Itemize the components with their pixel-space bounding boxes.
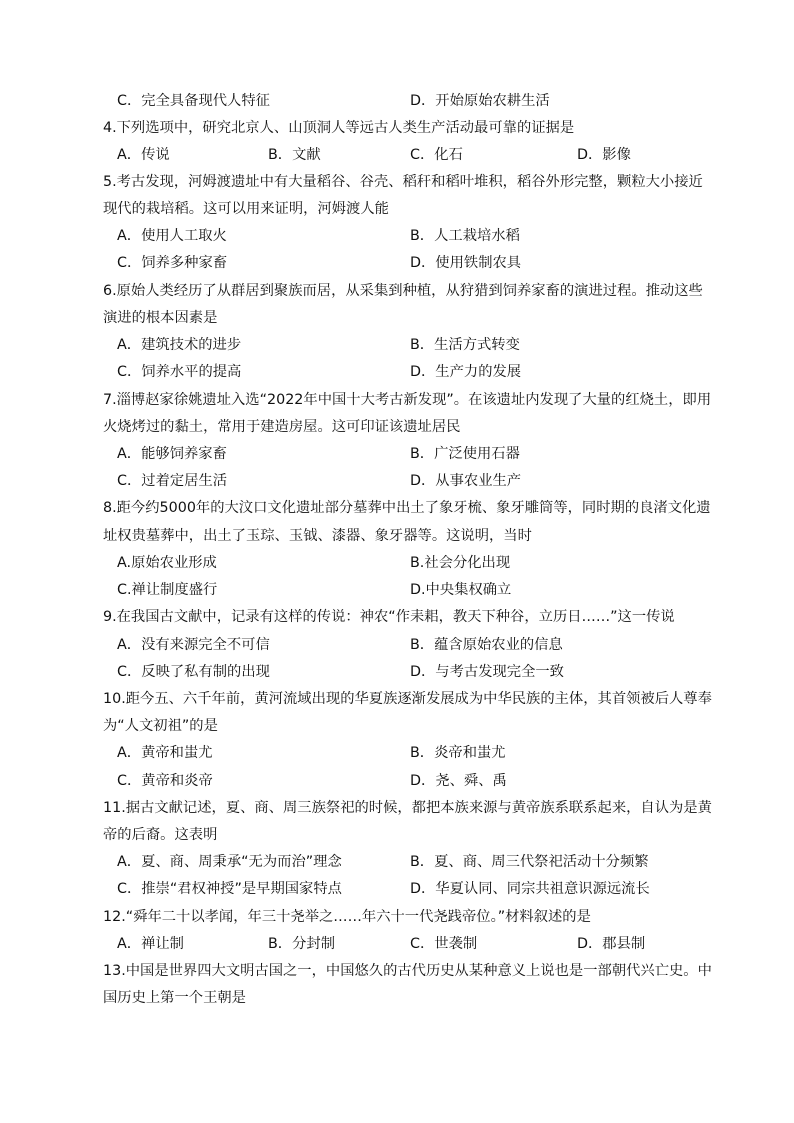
q12-option-d[interactable]: D．郡县制 (577, 936, 646, 952)
q10-stem-line1: 10.距今五、六千年前，黄河流域出现的华夏族逐渐发展成为中华民族的主体，其首领被后人尊奉 (103, 691, 712, 707)
q5-option-c[interactable]: C．饲养多种家畜 (117, 255, 228, 271)
q5-stem-line2: 现代的栽培稻。这可以用来证明，河姆渡人能 (103, 201, 389, 217)
q6-stem-line1: 6.原始人类经历了从群居到聚族而居，从采集到种植，从狩猎到饲养家畜的演进过程。推动这些 (103, 283, 703, 299)
q10-option-b[interactable]: B．炎帝和蚩尤 (410, 745, 506, 761)
q5-stem-line1: 5.考古发现，河姆渡遗址中有大量稻谷、谷壳、稻秆和稻叶堆积，稻谷外形完整，颗粒大小接近 (103, 174, 703, 190)
q4-option-b[interactable]: B．文献 (268, 147, 321, 163)
q7-option-c[interactable]: C．过着定居生活 (117, 473, 228, 489)
q12-option-c[interactable]: C．世袭制 (410, 936, 478, 952)
q8-stem-line2: 址权贵墓葬中，出土了玉琮、玉钺、漆器、象牙器等。这说明，当时 (103, 528, 532, 544)
q8-option-a[interactable]: A.原始农业形成 (117, 555, 217, 571)
q9-option-c[interactable]: C．反映了私有制的出现 (117, 664, 270, 680)
q4-option-d[interactable]: D．影像 (577, 147, 631, 163)
q10-option-d[interactable]: D．尧、舜、禹 (410, 773, 507, 789)
q7-option-b[interactable]: B．广泛使用石器 (410, 446, 520, 462)
q8-option-d[interactable]: D.中央集权确立 (410, 582, 512, 598)
q10-stem-line2: 为“人文初祖”的是 (103, 718, 218, 734)
q6-stem-line2: 演进的根本因素是 (103, 310, 218, 326)
q11-option-c[interactable]: C．推崇“君权神授”是早期国家特点 (117, 881, 342, 897)
q8-option-b[interactable]: B.社会分化出现 (410, 555, 511, 571)
q10-option-c[interactable]: C．黄帝和炎帝 (117, 773, 213, 789)
q5-option-a[interactable]: A．使用人工取火 (117, 228, 227, 244)
q7-option-d[interactable]: D．从事农业生产 (410, 473, 522, 489)
q11-stem-line2: 帝的后裔。这表明 (103, 827, 218, 843)
q7-stem-line1: 7.淄博赵家徐姚遗址入选“2022年中国十大考古新发现”。在该遗址内发现了大量的红烧土，即用 (103, 392, 712, 408)
q6-option-a[interactable]: A．建筑技术的进步 (117, 337, 242, 353)
q11-stem-line1: 11.据古文献记述，夏、商、周三族祭祀的时候，都把本族来源与黄帝族系联系起来，自认为是黄 (103, 800, 712, 816)
q6-option-b[interactable]: B．生活方式转变 (410, 337, 520, 353)
q7-option-a[interactable]: A．能够饲养家畜 (117, 446, 227, 462)
q11-option-a[interactable]: A．夏、商、周秉承“无为而治”理念 (117, 854, 342, 870)
q9-option-b[interactable]: B．蕴含原始农业的信息 (410, 637, 563, 653)
q11-option-b[interactable]: B．夏、商、周三代祭祀活动十分频繁 (410, 854, 649, 870)
q12-option-b[interactable]: B．分封制 (268, 936, 335, 952)
q4-option-c[interactable]: C．化石 (410, 147, 463, 163)
q8-option-c[interactable]: C.禅让制度盛行 (117, 582, 218, 598)
q11-option-d[interactable]: D．华夏认同、同宗共祖意识源远流长 (410, 881, 650, 897)
q6-option-c[interactable]: C．饲养水平的提高 (117, 364, 242, 380)
q3-option-c[interactable]: C．完全具备现代人特征 (117, 93, 270, 109)
q12-option-a[interactable]: A．禅让制 (117, 936, 184, 952)
q13-stem-line1: 13.中国是世界四大文明古国之一，中国悠久的古代历史从某种意义上说也是一部朝代兴亡史。中 (103, 963, 712, 979)
q5-option-b[interactable]: B．人工栽培水稻 (410, 228, 520, 244)
q8-stem-line1: 8.距今约5000年的大汶口文化遗址部分墓葬中出土了象牙梳、象牙雕筒等，同时期的良渚文化遗 (103, 500, 711, 516)
q5-option-d[interactable]: D．使用铁制农具 (410, 255, 522, 271)
q9-option-d[interactable]: D．与考古发现完全一致 (410, 664, 564, 680)
q6-option-d[interactable]: D．生产力的发展 (410, 364, 522, 380)
q9-option-a[interactable]: A．没有来源完全不可信 (117, 637, 270, 653)
q10-option-a[interactable]: A．黄帝和蚩尤 (117, 745, 213, 761)
q4-stem: 4.下列选项中，研究北京人、山顶洞人等远古人类生产活动最可靠的证据是 (103, 120, 575, 136)
q12-stem-line1: 12.“舜年二十以孝闻，年三十尧举之……年六十一代尧践帝位。”材料叙述的是 (103, 909, 591, 925)
q7-stem-line2: 火烧烤过的黏土，常用于建造房屋。这可印证该遗址居民 (103, 419, 461, 435)
q9-stem-line1: 9.在我国古文献中，记录有这样的传说：神农“作耒耜，教天下种谷，立历日……”这一传说 (103, 609, 675, 625)
q13-stem-line2: 国历史上第一个王朝是 (103, 990, 246, 1006)
q3-option-d[interactable]: D．开始原始农耕生活 (410, 93, 550, 109)
q4-option-a[interactable]: A．传说 (117, 147, 170, 163)
